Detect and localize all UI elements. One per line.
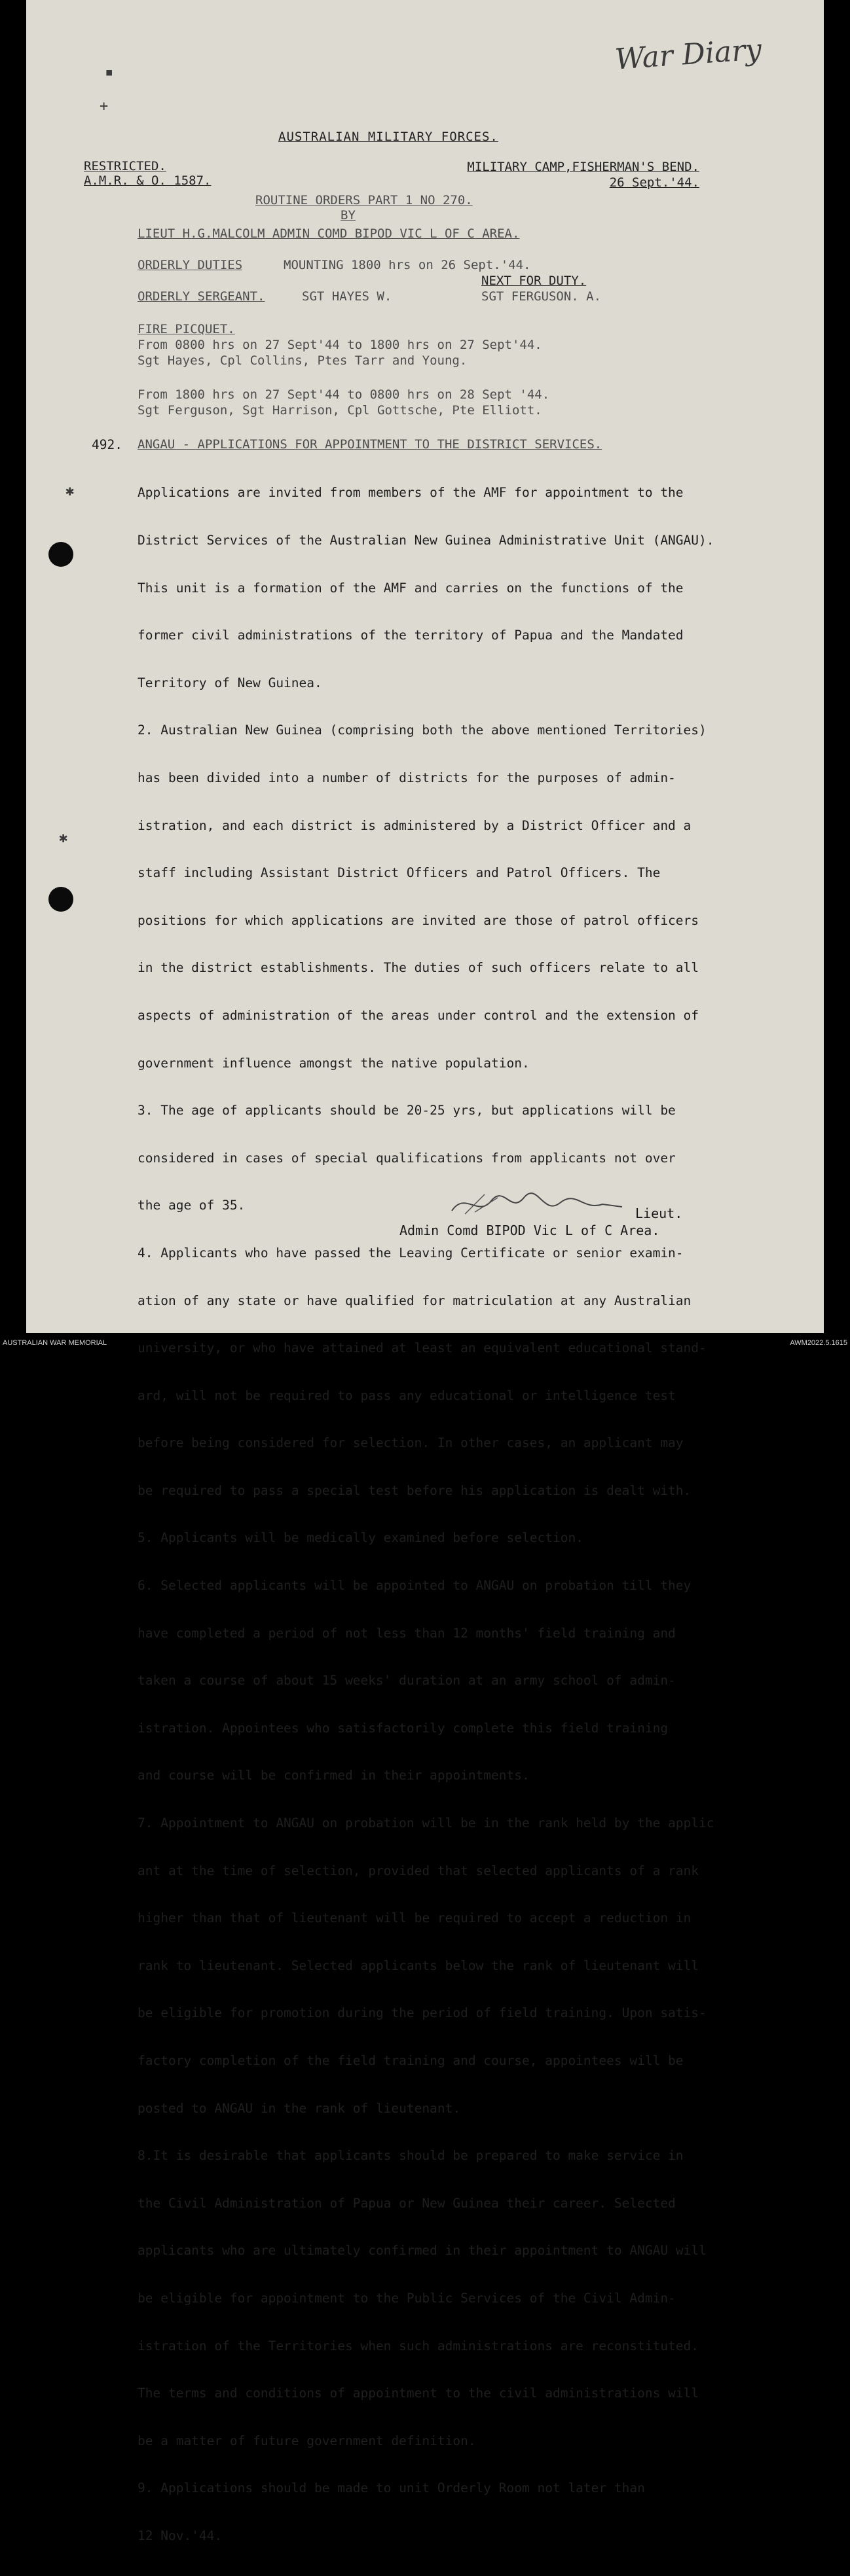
footer-source: AUSTRALIAN WAR MEMORIAL xyxy=(3,1339,107,1347)
issuer-line: LIEUT H.G.MALCOLM ADMIN COMD BIPOD VIC L OF C AREA. xyxy=(138,226,520,241)
body-line: ant at the time of selection, provided that selected applicants of a rank xyxy=(138,1863,699,1878)
paragraph-number: 492. xyxy=(92,437,122,452)
body-line: the Civil Administration of Papua or New Guinea their career. Selected xyxy=(138,2195,676,2211)
body-line: District Services of the Australian New Guinea Administrative Unit (ANGAU). xyxy=(138,533,714,548)
body-line: 5. Applicants will be medically examined before selection. xyxy=(138,1530,583,1546)
orderly-sergeant-label: ORDERLY SERGEANT. xyxy=(138,289,265,304)
body-line: positions for which applications are invited are those of patrol officers xyxy=(138,912,699,928)
fire-picquet-line: From 0800 hrs on 27 Sept'44 to 1800 hrs on 27 Sept'44. xyxy=(138,338,542,352)
body-line: 12 Nov.'44. xyxy=(138,2528,223,2543)
document-heading: AUSTRALIAN MILITARY FORCES. xyxy=(278,130,498,144)
body-line: 4. Applicants who have passed the Leaving Certificate or senior examin- xyxy=(138,1245,684,1261)
body-line: This unit is a formation of the AMF and carries on the functions of the xyxy=(138,580,684,596)
body-line: 8.It is desirable that applicants should be prepared to make service in xyxy=(138,2148,684,2164)
body-line: in the district establishments. The duties of such officers relate to all xyxy=(138,960,699,976)
body-line: university, or who have attained at least an equivalent educational stand- xyxy=(138,1340,707,1356)
body-line: factory completion of the field training and course, appointees will be xyxy=(138,2053,684,2068)
body-line: be eligible for promotion during the period of field training. Upon satis- xyxy=(138,2005,707,2021)
body-line: be required to pass a special test before his application is dealt with. xyxy=(138,1482,692,1498)
routine-orders-title: ROUTINE ORDERS PART 1 NO 270. xyxy=(255,193,473,207)
reference-number: A.M.R. & O. 1587. xyxy=(84,173,212,188)
body-line: has been divided into a number of districts for the purposes of admin- xyxy=(138,770,676,785)
fire-picquet-line: Sgt Ferguson, Sgt Harrison, Cpl Gottsche, Pte Elliott. xyxy=(138,403,542,418)
pin-hole-mark: ✱ xyxy=(59,830,68,846)
fire-picquet-line: From 1800 hrs on 27 Sept'44 to 0800 hrs on 28 Sept '44. xyxy=(138,387,550,402)
body-text xyxy=(138,454,773,2576)
body-line: 6. Selected applicants will be appointed to ANGAU on probation till they xyxy=(138,1578,692,1594)
order-date: 26 Sept.'44. xyxy=(609,175,699,190)
punch-hole xyxy=(48,542,73,567)
staple-mark: ▪ xyxy=(105,64,114,80)
body-line: staff including Assistant District Officers and Patrol Officers. The xyxy=(138,865,661,881)
body-line: istration, and each district is administered by a District Officer and a xyxy=(138,817,692,833)
body-line: taken a course of about 15 weeks' duration at an army school of admin- xyxy=(138,1673,676,1689)
pin-hole-mark: ✱ xyxy=(65,483,75,499)
header-right-block xyxy=(467,159,699,190)
signature-rank: Lieut. xyxy=(635,1206,683,1221)
body-line: have completed a period of not less than 12 months' field training and xyxy=(138,1625,676,1641)
signature-title: Admin Comd BIPOD Vic L of C Area. xyxy=(399,1223,660,1238)
signature xyxy=(445,1185,629,1224)
body-line: rank to lieutenant. Selected applicants below the rank of lieutenant will xyxy=(138,1958,699,1973)
body-line: be eligible for appointment to the Public Services of the Civil Admin- xyxy=(138,2290,676,2306)
mounting-line: MOUNTING 1800 hrs on 26 Sept.'44. xyxy=(284,258,531,272)
body-line: considered in cases of special qualifications from applicants not over xyxy=(138,1150,676,1166)
body-line: ation of any state or have qualified for matriculation at any Australian xyxy=(138,1293,692,1308)
body-line: The terms and conditions of appointment to the civil administrations will xyxy=(138,2386,699,2401)
body-line: istration of the Territories when such administrations are reconstituted. xyxy=(138,2338,699,2353)
orderly-duties-label: ORDERLY DUTIES xyxy=(138,258,243,272)
body-line: istration. Appointees who satisfactorily complete this field training xyxy=(138,1720,669,1736)
paragraph-title: ANGAU - APPLICATIONS FOR APPOINTMENT TO THE DISTRICT SERVICES. xyxy=(138,437,602,452)
pin-hole-mark: + xyxy=(100,98,109,115)
body-line: 7. Appointment to ANGAU on probation will be in the rank held by the applic xyxy=(138,1816,714,1831)
by-label: BY xyxy=(341,208,356,223)
body-line: ard, will not be required to pass any educational or intelligence test xyxy=(138,1387,676,1403)
body-line: before being considered for selection. In other cases, an applicant may xyxy=(138,1435,684,1451)
body-line: be a matter of future government definition. xyxy=(138,2433,476,2448)
body-line: former civil administrations of the territory of Papua and the Mandated xyxy=(138,628,684,643)
body-line: applicants who are ultimately confirmed in their appointment to ANGAU will xyxy=(138,2243,707,2259)
body-line: and course will be confirmed in their appointments. xyxy=(138,1768,530,1783)
location: MILITARY CAMP,FISHERMAN'S BEND. xyxy=(467,160,699,174)
body-line: 9. Applications should be made to unit Orderly Room not later than xyxy=(138,2480,645,2496)
body-line: the age of 35. xyxy=(138,1198,246,1213)
handwritten-note: War Diary xyxy=(614,33,763,77)
fire-picquet-label: FIRE PICQUET. xyxy=(138,322,235,336)
next-for-duty-label: NEXT FOR DUTY. xyxy=(481,274,587,288)
next-for-duty-name: SGT FERGUSON. A. xyxy=(481,289,602,304)
body-line: 2. Australian New Guinea (comprising both the above mentioned Territories) xyxy=(138,723,707,738)
body-line: Applications are invited from members of the AMF for appointment to the xyxy=(138,485,684,501)
header-left-block xyxy=(84,159,211,188)
orderly-sergeant-name: SGT HAYES W. xyxy=(302,289,392,304)
footer-accession: AWM2022.5.1615 xyxy=(790,1339,847,1347)
body-line: government influence amongst the native population. xyxy=(138,1055,530,1071)
fire-picquet-line: Sgt Hayes, Cpl Collins, Ptes Tarr and Young. xyxy=(138,353,468,368)
body-line: Territory of New Guinea. xyxy=(138,675,322,690)
body-line: 3. The age of applicants should be 20-25 yrs, but applications will be xyxy=(138,1103,676,1118)
body-line: higher than that of lieutenant will be required to accept a reduction in xyxy=(138,1910,692,1926)
classification: RESTRICTED. xyxy=(84,159,166,173)
body-line: posted to ANGAU in the rank of lieutenant. xyxy=(138,2100,461,2116)
punch-hole xyxy=(48,887,73,912)
body-line: aspects of administration of the areas under control and the extension of xyxy=(138,1007,699,1023)
